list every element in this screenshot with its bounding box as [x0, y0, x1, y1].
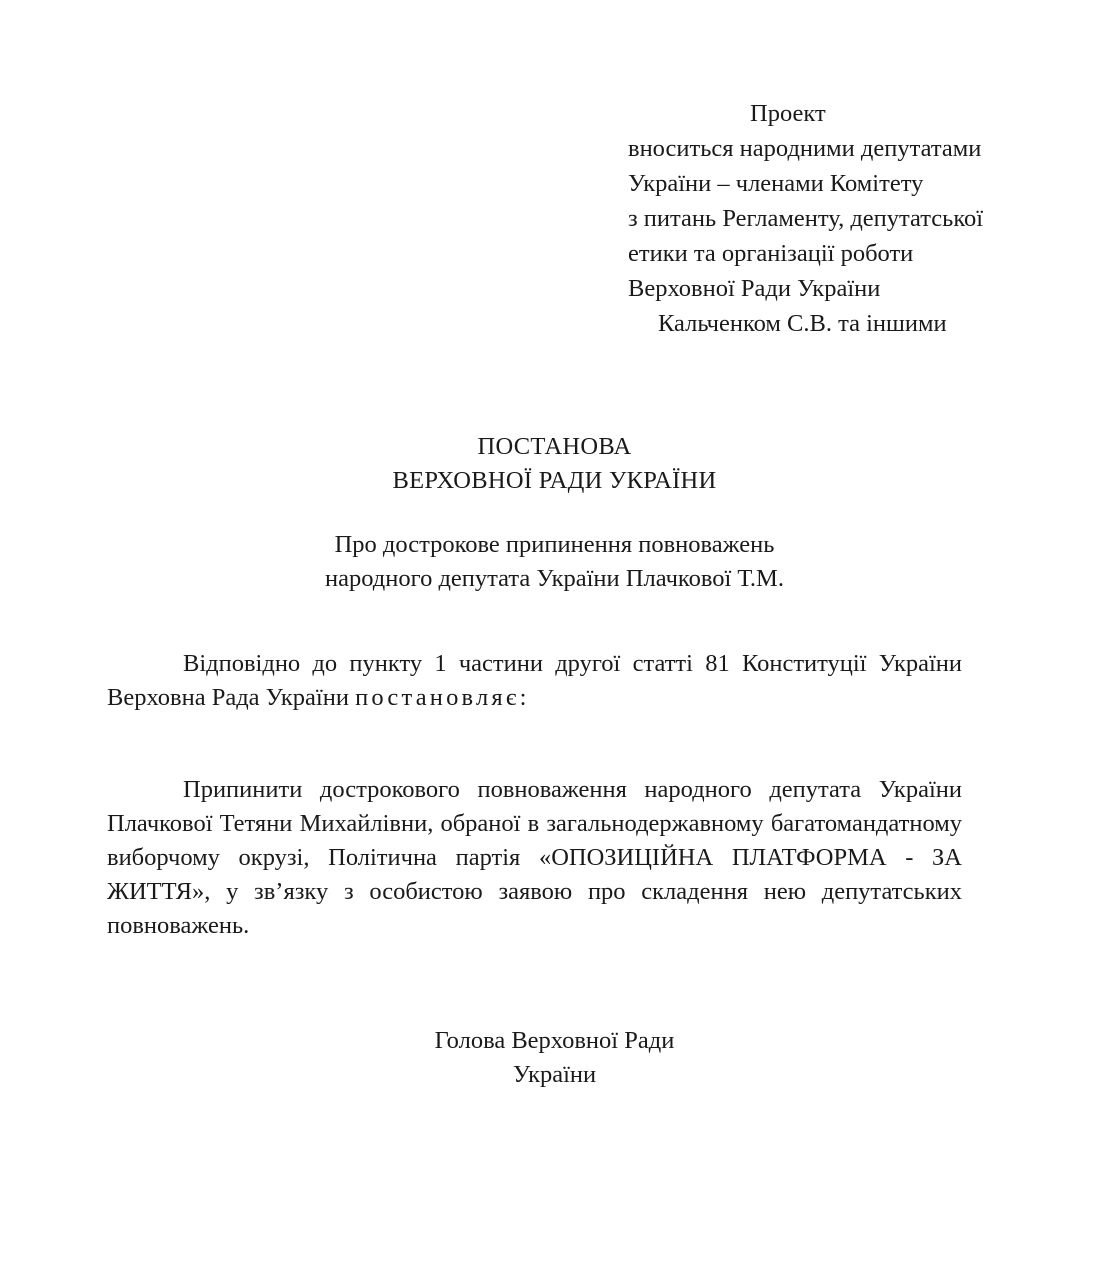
subtitle-line-2: народного депутата України Плачкової Т.М. [325, 565, 784, 592]
paragraph-1-text-part-2: : [519, 683, 527, 711]
body-paragraph-2 [107, 773, 962, 943]
title-line-1: ПОСТАНОВА [477, 433, 632, 460]
header-line-3: України – членами Комітету [628, 170, 924, 197]
document-header-block [628, 96, 1068, 341]
title-line-2: ВЕРХОВНОЇ РАДИ УКРАЇНИ [392, 467, 717, 494]
header-line-2: вноситься народними депутатами [628, 135, 982, 162]
paragraph-1-text-part-1: Відповідно до пункту 1 частини другої статті 81 Конституції України Верховна Рада України [107, 649, 962, 711]
document-subtitle [0, 528, 1109, 596]
header-line-7: Кальченком С.В. та іншими [658, 310, 947, 337]
header-line-1: Проект [750, 100, 826, 127]
header-line-6: Верховної Ради України [628, 275, 881, 302]
header-line-4: з питань Регламенту, депутатської [628, 205, 984, 232]
signature-block [0, 1024, 1109, 1092]
signature-line-1: Голова Верховної Ради [434, 1027, 675, 1054]
body-paragraph-1 [107, 647, 962, 715]
header-line-5: етики та організації роботи [628, 240, 914, 267]
subtitle-line-1: Про дострокове припинення повноважень [334, 531, 775, 558]
document-title [0, 430, 1109, 498]
paragraph-1-emphasis: постановляє [355, 683, 520, 711]
paragraph-2-text: Припинити дострокового повноваження народного депутата України Плачкової Тетяни Михайлівни, обраної в загальнодержавному багатомандатному виборчому окрузі, Політична партія «ОПОЗИЦІЙНА ПЛАТФОРМА - ЗА ЖИТТЯ», у зв’язку з особистою заявою про складення нею депутатських повноважень. [107, 775, 962, 939]
signature-line-2: України [512, 1061, 597, 1088]
